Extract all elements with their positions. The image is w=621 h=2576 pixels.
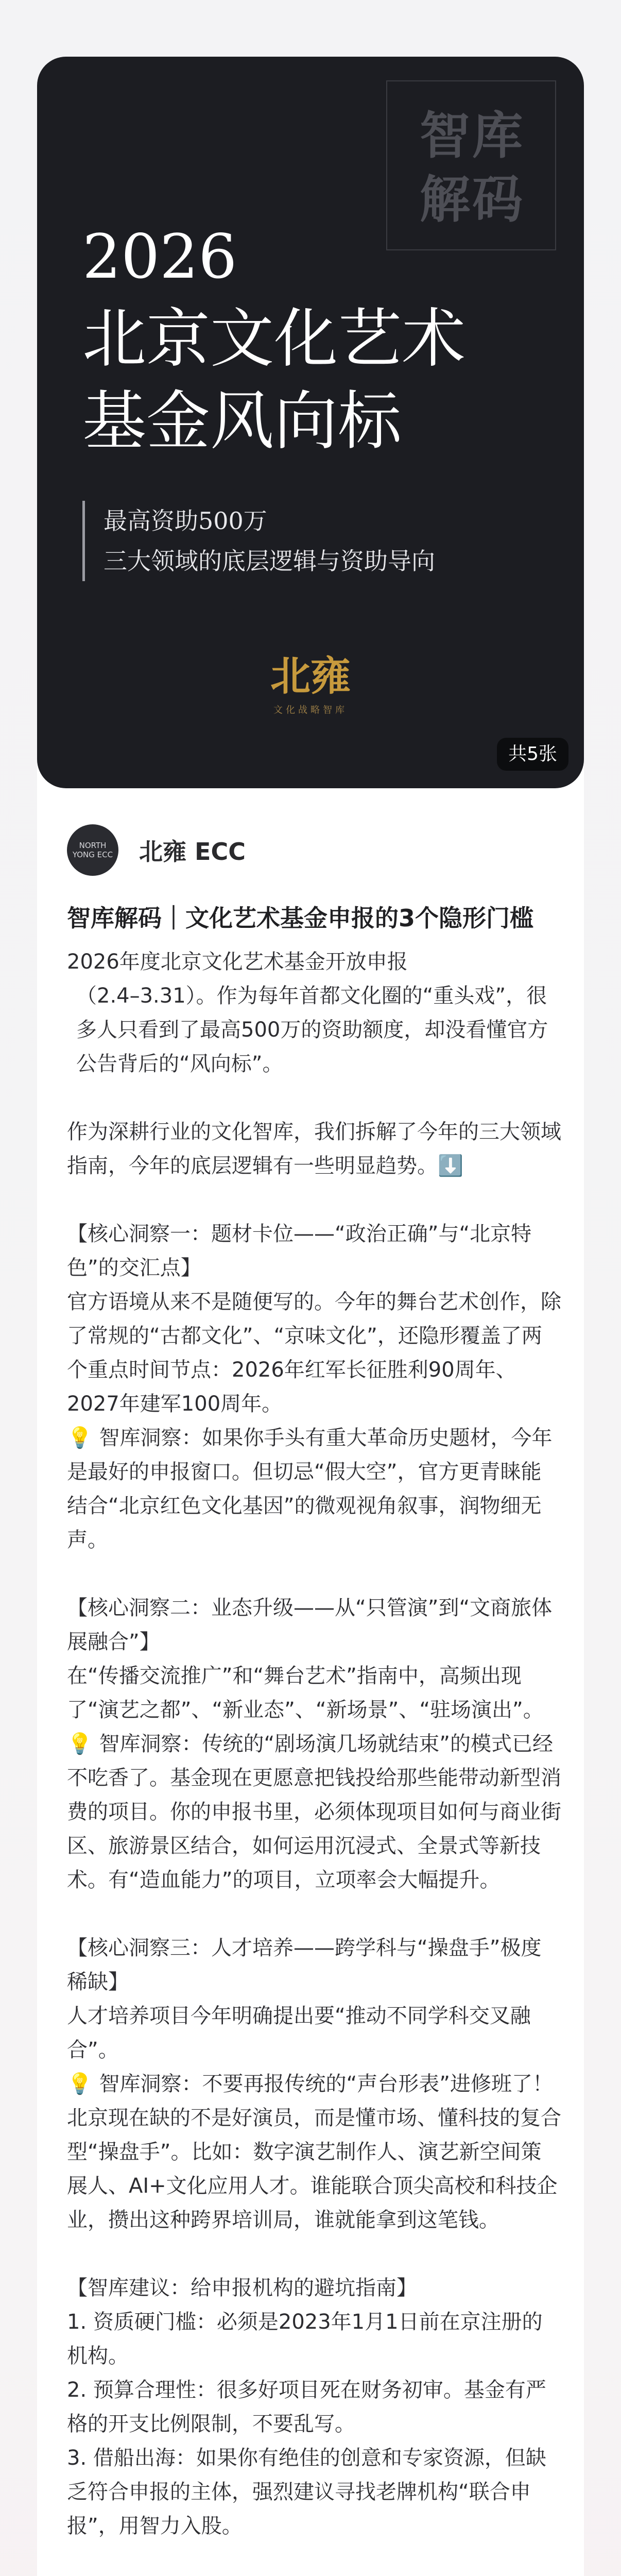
cover-subtitle: [82, 501, 435, 581]
cover-title-line1: 北京文化艺术: [82, 302, 466, 376]
cover-deco-line2: 解码: [419, 171, 525, 229]
post-paragraph: 作为深耕行业的文化智库，我们拆解了今年的三大领域指南，今年的底层逻辑有一些明显趋势。⬇️: [67, 1120, 561, 1178]
section-heading: 【核心洞察二：业态升级——从“只管演”到“文商旅体展融合”】: [67, 1596, 553, 1654]
post-paragraph: 人才培养项目今年明确提出要“推动不同学科交叉融合”。: [67, 2004, 531, 2062]
cover-subtitle-line2: 三大领域的底层逻辑与资助导向: [104, 547, 435, 575]
cover-image[interactable]: [37, 57, 584, 788]
cover-title: [82, 298, 546, 463]
cover-deco-text: [398, 104, 547, 232]
post-paragraph: 2026年度北京文化艺术基金开放申报: [67, 950, 408, 974]
post-paragraph: 官方语境从来不是随便写的。今年的舞台艺术创作，除了常规的“古都文化”、“京味文化”，还隐形覆盖了两个重点时间节点：2026年红军长征胜利90周年、2027年建军100周年。: [67, 1290, 561, 1416]
post-title: 智库解码｜文化艺术基金申报的3个隐形门槛: [67, 904, 534, 932]
insight-paragraph: 💡 智库洞察：传统的“剧场演几场就结束”的模式已经不吃香了。基金现在更愿意把钱投给那些能带动新型消费的项目。你的申报书里，必须体现项目如何与商业街区、旅游景区结合，如何运用沉浸式、全景式等新技术。有“造血能力”的项目，立项率会大幅提升。: [67, 1732, 561, 1892]
list-item: 3. 借船出海：如果你有绝佳的创意和专家资源，但缺乏符合申报的主体，强烈建议寻找老牌机构“联合申报”，用智力入股。: [67, 2446, 546, 2538]
section-heading: 【智库建议：给申报机构的避坑指南】: [67, 2276, 417, 2300]
cover-subtitle-line1: 最高资助500万: [104, 507, 267, 535]
section-heading: 【核心洞察一：题材卡位——“政治正确”与“北京特色”的交汇点】: [67, 1222, 532, 1280]
cover-year: 2026: [82, 221, 237, 292]
post-body: [67, 945, 561, 2576]
avatar[interactable]: [67, 824, 118, 876]
post-paragraph: （2.4–3.31）。作为每年首都文化圈的“重头戏”，很多人只看到了最高500万的资助额度，却没看懂官方公告背后的“风向标”。: [76, 984, 548, 1076]
insight-paragraph: 💡 智库洞察：不要再报传统的“声台形表”进修班了！北京现在缺的不是好演员，而是懂市场、懂科技的复合型“操盘手”。比如：数字演艺制作人、演艺新空间策展人、AI+文化应用人才。谁能联合顶尖高校和科技企业，攒出这种跨界培训局，谁就能拿到这笔钱。: [67, 2072, 561, 2232]
cover-title-line2: 基金风向标: [82, 384, 402, 459]
post-paragraph: 在“传播交流推广”和“舞台艺术”指南中，高频出现了“演艺之都”、“新业态”、“新场景”、“驻场演出”。: [67, 1664, 544, 1722]
avatar-text: NORTH YONG ECC: [72, 841, 113, 859]
list-item: 2. 预算合理性：很多好项目死在财务初审。基金有严格的开支比例限制，不要乱写。: [67, 2378, 546, 2436]
cover-deco-line1: 智库: [419, 107, 525, 165]
section-heading: 【核心洞察三：人才培养——跨学科与“操盘手”极度稀缺】: [67, 1936, 542, 1994]
author-row[interactable]: [67, 824, 246, 876]
brand-logo: 北雍: [270, 653, 351, 700]
author-name[interactable]: 北雍 ECC: [139, 838, 246, 866]
list-item: 1. 资质硬门槛：必须是2023年1月1日前在京注册的机构。: [67, 2310, 543, 2368]
page-count-badge: 共5张: [497, 738, 568, 771]
brand-logo-subtext: 文化战略智库: [273, 705, 348, 716]
insight-paragraph: 💡 智库洞察：如果你手头有重大革命历史题材，今年是最好的申报窗口。但切忌“假大空”，官方更青睐能结合“北京红色文化基因”的微观视角叙事，润物细无声。: [67, 1426, 553, 1552]
